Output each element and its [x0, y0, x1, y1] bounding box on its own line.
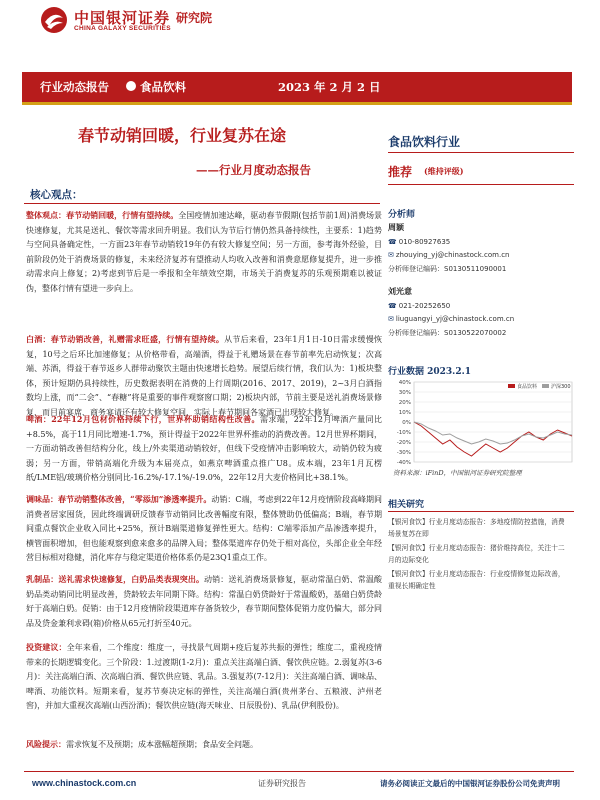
paragraph-lead: 啤酒：22年12月包材价格持续下行，世界杯助销结构性改善。: [26, 414, 260, 424]
related-report-item[interactable]: 【银河食饮】行业月度动态报告：多地疫情防控措施，消费场景复苏在即: [388, 518, 565, 538]
paragraph-beer: [26, 412, 382, 486]
core-view-heading: 核心观点：: [30, 189, 83, 201]
chart-legend-label: 沪深300: [551, 384, 571, 390]
analyst-email[interactable]: [388, 251, 509, 259]
paragraph-seasoning: [26, 492, 382, 566]
analyst-phone-value: 021-20252650: [398, 302, 451, 310]
paragraph-text: 从节后来看，23年1月1日-10日需求缓慢恢复，10号之后环比加速修复；从价格带看，高端酒，得益于礼赠场景在春节前率先启动恢复；次高端、苏酒，得益于春节返乡人群带动聚饮主题由快速增长趋势。展望后续行情，我们认为：1)板块整体，预计短期仍具持续性，历史数据表明在消费的上行周期(2016、2017、2019)，2~3月白酒指数均上涨，而“二会”、“春糖”将是重要的事件观察窗口期；2)板块内部，节前主要是送礼消费场景修复，而目前宴席、商务宴请还有较大修复空间，实际上春节期间各家酒已出现较大修复。: [26, 335, 382, 417]
analyst-phone: [388, 238, 450, 246]
paragraph-dairy: [26, 572, 382, 631]
footer-divider: [24, 771, 574, 772]
chart-y-tick-label: -40%: [396, 460, 411, 466]
paragraph-text: 动销：送礼消费场景修复，驱动常温白奶、常温酸奶品类动销同比明显改善，贷龄较去年同期下降。结构：常温白奶贷龄好于常温酸奶，基础白奶贷龄好于高端白奶。促销：由于12月疫情阶段渠道库存备货较少，春节期间整体促销力度仍偏大，部分同品及贷金兼利求碍(箱)价格从65元打折至40元。: [26, 575, 382, 628]
analyst-cert-value: S0130522070002: [444, 329, 507, 337]
analyst-heading: 分析师: [388, 210, 416, 220]
industry-line-chart: [388, 376, 578, 466]
analyst-cert-value: S0130511090001: [444, 265, 507, 273]
divider: [388, 184, 574, 185]
paragraph-text: 需求端，22年12月啤酒产量同比+8.5%，高于11月同比增速-1.7%，预计得益于2022年世界杯推动的消费改善。12月世界杯期间，一方面动销改善但结构分化，线上/外卖渠道动销较好，但线下受疫情冲击影响较大，动销仍较为疲弱；另一方面，带销高端化升级为本届亮点，如燕京啤酒重点推广U8。成本端，23年1月瓦楞纸/LME铝/玻璃价格分别同比-16.2%/-17.1%/-19.0%，22年12月大麦价格同比+38.1%。: [26, 415, 383, 483]
industry-label: 食品饮料行业: [388, 135, 461, 149]
report-type: 行业动态报告: [40, 80, 109, 94]
phone-icon: ☎: [388, 302, 397, 310]
logo-icon: [40, 6, 68, 34]
chart-y-tick-label: 10%: [398, 410, 411, 416]
divider: [388, 152, 574, 153]
industry-data-heading: 行业数据 2023.2.1: [388, 367, 471, 377]
paragraph-baijiu: [26, 332, 382, 421]
analyst-phone-value: 010-80927635: [398, 238, 451, 246]
report-date: 2023 年 2 月 2 日: [278, 80, 381, 94]
paragraph-text: 全年来看，二个维度：维度一，寻找景气周期+疫后复苏共振的弹性；维度二，重视疫情带来的长期逻辑变化。三个阶段：1.过渡期(1-2月)：重点关注高端白酒、餐饮供应链。2.弱复苏(3-6月)：关注高端白酒、次高端白酒、餐饮供应链、乳品。3.强复苏(7-12月)：关注高端白酒、调味品、啤酒、功能饮料。短期来看，复苏节奏决定标的弹性，关注高端白酒(贵州茅台、五粮液、泸州老窖)，并加大重视次高端(山西汾酒)；餐饮供应链(海天味业、日辰股份)、乳品(伊利股份)。: [26, 643, 383, 711]
email-icon: ✉: [388, 315, 394, 323]
analyst-name: 刘光意: [388, 287, 412, 296]
divider: [388, 511, 574, 512]
brand-name: 中国银河证券: [74, 9, 171, 27]
analyst-email[interactable]: [388, 315, 514, 323]
paragraph-risk: [26, 737, 382, 753]
chart-legend-label: 食品饮料: [517, 384, 538, 390]
analyst-phone: [388, 302, 450, 310]
analyst-cert: [388, 328, 506, 338]
paragraph-investment: [26, 640, 382, 714]
chart-y-tick-label: -20%: [396, 440, 411, 446]
chart-y-tick-label: -30%: [396, 450, 411, 456]
paragraph-lead: 整体观点：春节动销回暖，行情有望持续。: [26, 210, 179, 220]
analyst-email-value[interactable]: zhouying_yj@chinastock.com.cn: [395, 251, 510, 259]
related-report-item[interactable]: 【银河食饮】行业月度动态报告：行业疫情修复边际改善，重视长期确定性: [388, 570, 565, 590]
paragraph-lead: 投资建议：: [26, 642, 67, 652]
chart-y-tick-label: 0%: [402, 420, 411, 426]
paragraph-overall: [26, 208, 382, 297]
email-icon: ✉: [388, 251, 394, 259]
analyst-email-value[interactable]: liuguangyi_yj@chinastock.com.cn: [395, 315, 515, 323]
related-research-heading: 相关研究: [388, 500, 425, 510]
paragraph-lead: 风险提示：: [26, 739, 66, 749]
institute-label: 研究院: [176, 11, 213, 25]
bullet-dot-icon: [126, 81, 136, 91]
footer-report-label: 证券研究报告: [258, 779, 306, 788]
analyst-cert-label: 分析师登记编码：: [388, 265, 444, 273]
analyst-name: 周颖: [388, 223, 404, 232]
paragraph-text: 需求恢复不及预期；成本涨幅超预期；食品安全问题。: [66, 740, 258, 749]
analyst-cert-label: 分析师登记编码：: [388, 329, 444, 337]
chart-series-line: [414, 422, 572, 444]
chart-source: 资料来源：iFinD，中国银河证券研究院整理: [393, 469, 522, 477]
phone-icon: ☎: [388, 238, 397, 246]
chart-series-line: [414, 422, 572, 456]
paragraph-lead: 白酒：春节动销改善，礼赠需求旺盛，行情有望持续。: [26, 334, 225, 344]
rating-note: (维持评级): [424, 166, 464, 176]
page-subtitle: ——行业月度动态报告: [196, 163, 311, 177]
paragraph-text: 全国疫情加速达峰，驱动春节假期(包括节前1周)消费场景快速修复，尤其是送礼、餐饮等需求回升明显。我们认为节后行情仍然具备持续性，主要系：1)趋势与空间具备确定性，一方面23年春节动销较19年仍有较大修复空间；另一方面，参考海外经验，目前阶段仍处于消费场景的修复，未来经济复苏有望推动人均收入改善和消费意愿修复提升，进一步推动需求向上修复；2)考虑到节后是一季报和全年绩效空期，市场关于消费复苏的乐观预期难以被证伪，整体行情有望进一步向上。: [26, 211, 382, 293]
chart-y-tick-label: 20%: [398, 400, 411, 406]
chart-legend-swatch: [542, 384, 549, 388]
footer-website-link[interactable]: www.chinastock.com.cn: [32, 778, 137, 788]
paragraph-text: 动销：C端，考虑到22年12月疫情阶段高峰期间消费者居家囤货，因此终端调研反馈春节动销同比改善幅度有限，整体赞助仍低偏高；B端，春节期间重点餐饮企业收入同比+25%，预计B端渠道修复弹性更大。结构：C端零添加产品渗透率提升，横管面积增加，但也能观察到愈来愈多的品牌入局；整体渠道库存仍处于相对高位，头部企业全年经营目标相对稳健，消化库存与稳定渠道价格体系仍是23Q1重点工作。: [26, 495, 382, 563]
divider: [24, 203, 380, 204]
related-report-item[interactable]: 【银河食饮】行业月度动态报告：猪价维持高位，关注十二月的边际变化: [388, 544, 565, 564]
footer-disclaimer: 请务必阅读正文最后的中国银河证券股份公司免责声明: [380, 779, 560, 788]
chart-y-tick-label: 30%: [398, 390, 411, 396]
brand-name-english: CHINA GALAXY SECURITIES: [74, 25, 171, 32]
paragraph-lead: 乳制品：送礼需求快速修复，白奶品类表现突出。: [26, 574, 205, 584]
page-title: 春节动销回暖，行业复苏在途: [78, 126, 287, 145]
chart-y-tick-label: -10%: [396, 430, 411, 436]
paragraph-lead: 调味品：春节动销整体改善，“零添加”渗透率提升。: [26, 494, 212, 504]
chart-y-tick-label: 40%: [398, 380, 411, 386]
report-sector: 食品饮料: [140, 80, 186, 94]
analyst-cert: [388, 264, 506, 274]
chart-legend-swatch: [508, 384, 515, 388]
rating-value: 推荐: [388, 165, 413, 179]
